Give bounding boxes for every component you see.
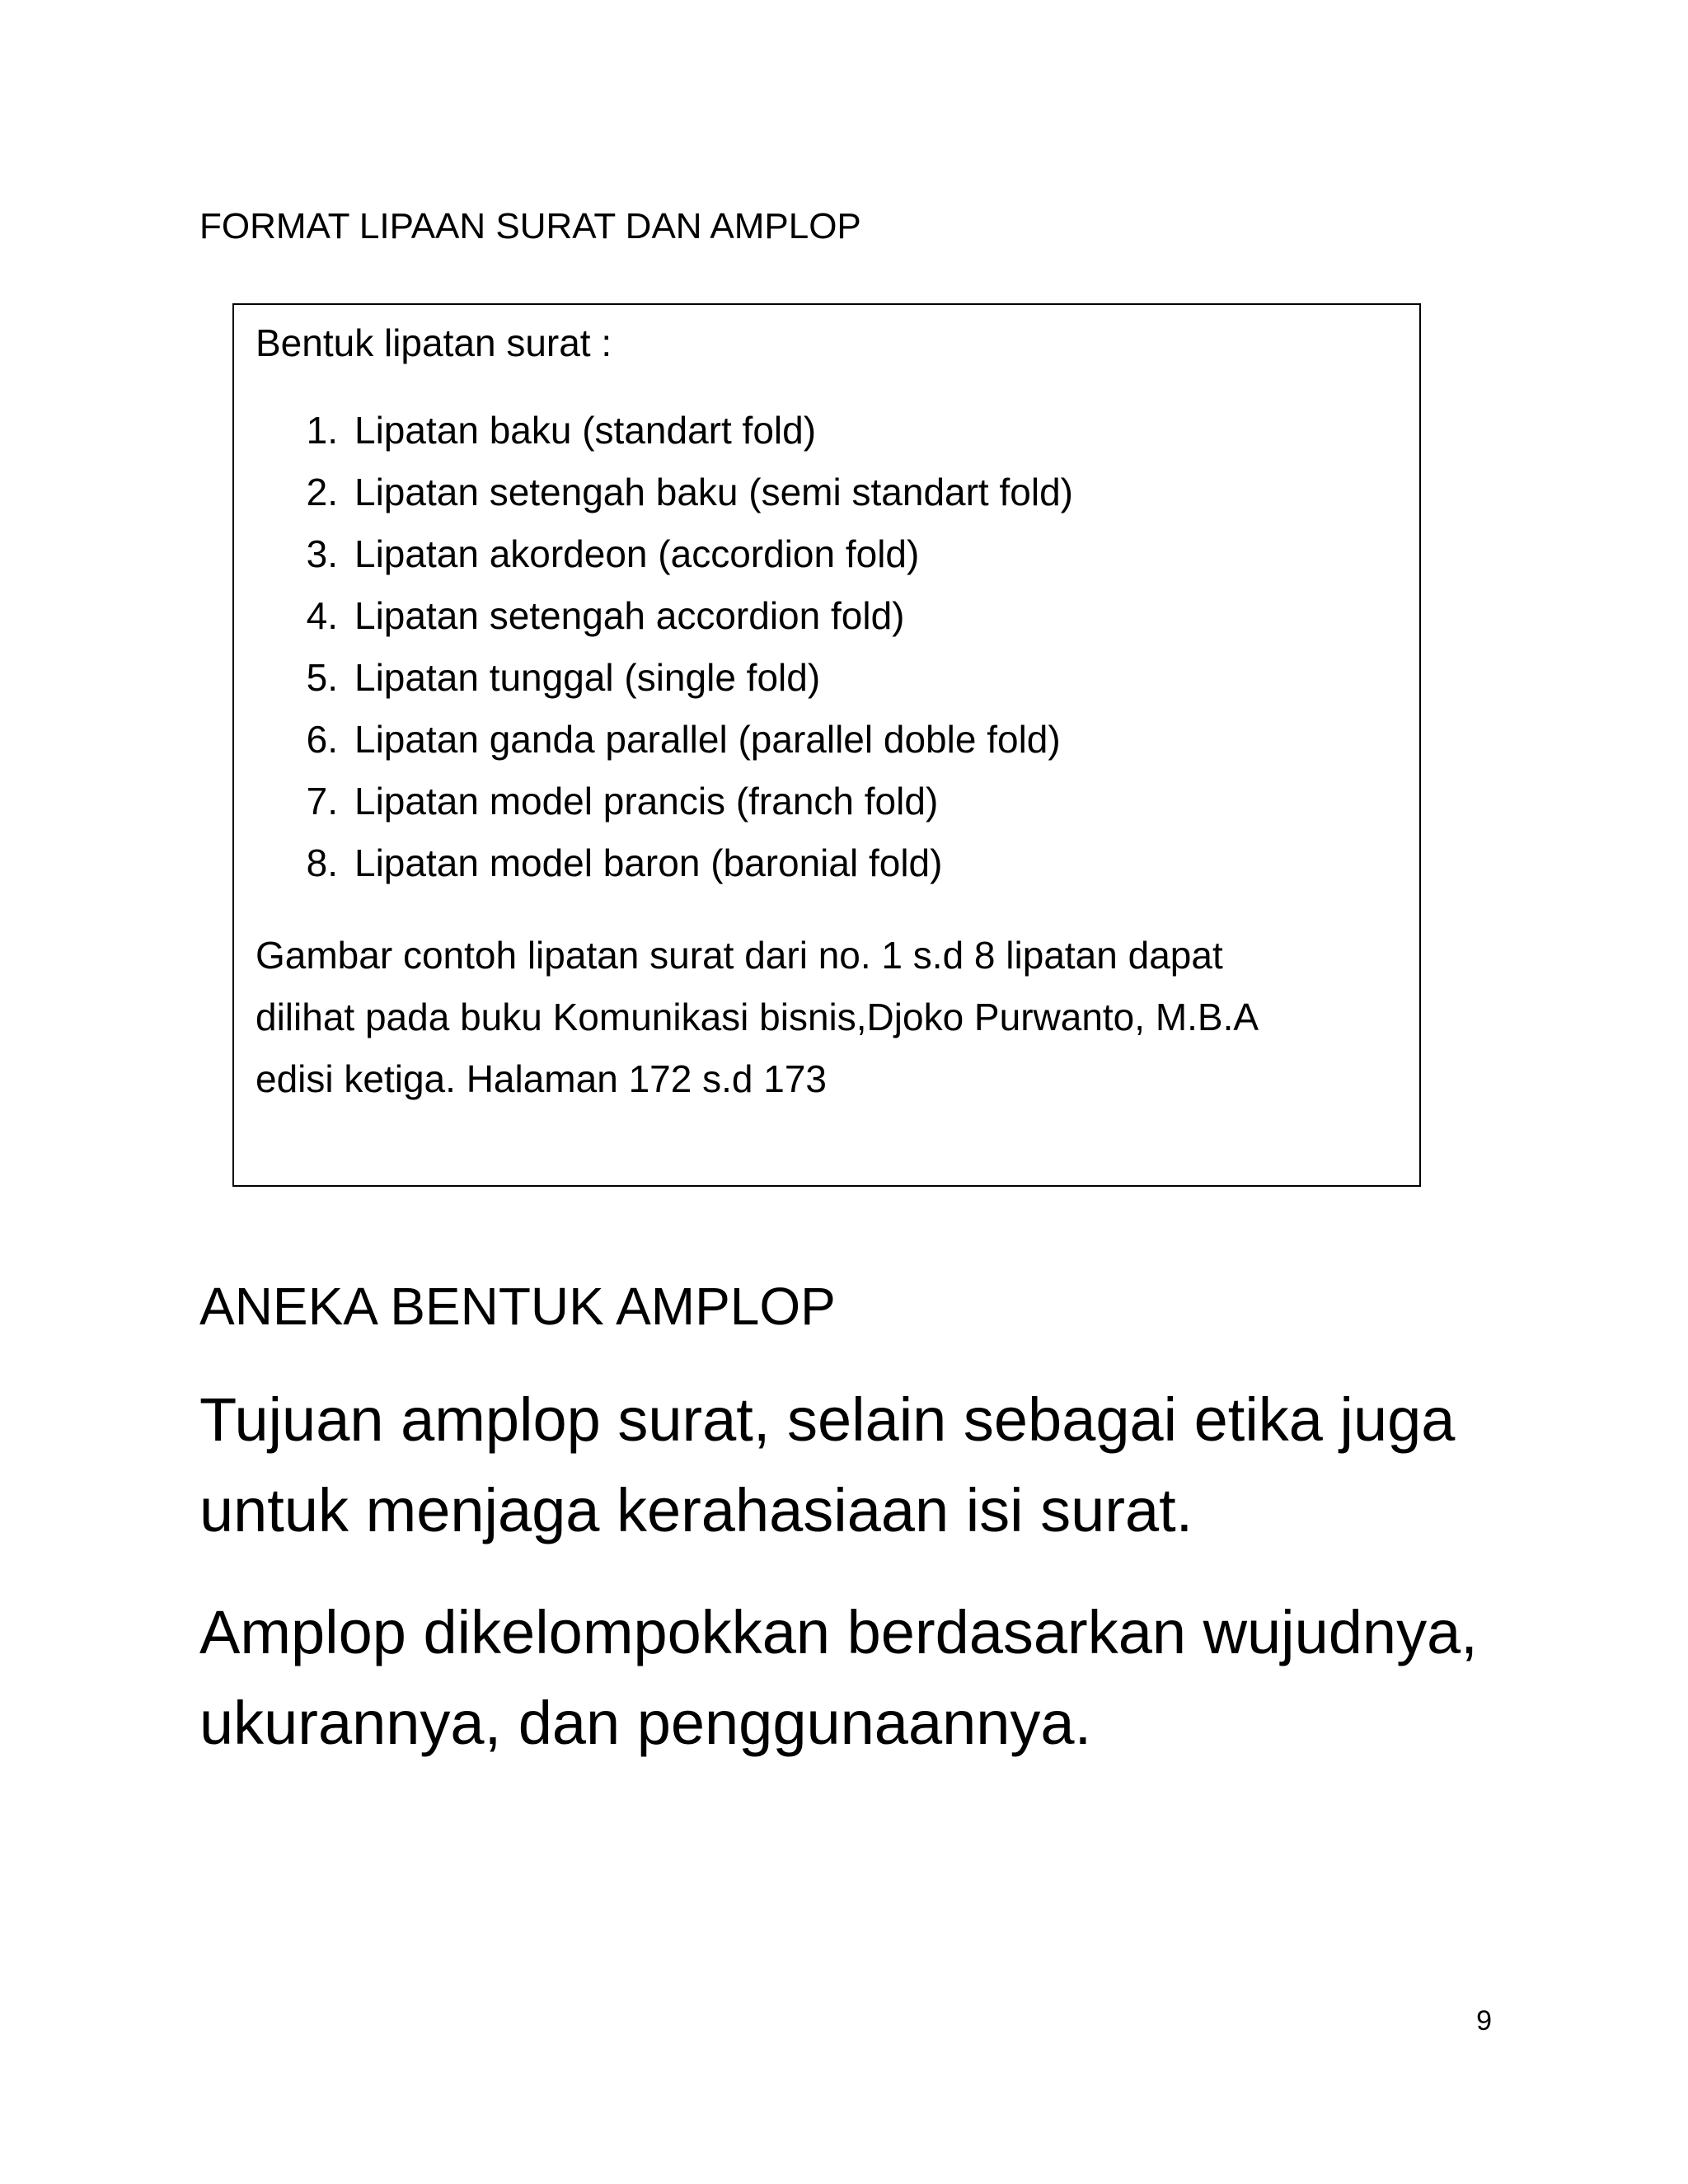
list-item-number: 6. xyxy=(306,718,338,761)
list-item xyxy=(256,653,1393,715)
list-item-label: Lipatan setengah accordion fold) xyxy=(354,594,905,637)
list-item xyxy=(256,529,1393,591)
list-item-number: 3. xyxy=(306,532,338,575)
list-item-number: 5. xyxy=(306,656,338,699)
envelope-purpose-paragraph xyxy=(199,1375,1518,1556)
box-heading: Bentuk lipatan surat : xyxy=(256,321,612,364)
paragraph-line: Tujuan amplop surat, selain sebagai etika juga xyxy=(199,1385,1456,1454)
list-item-label: Lipatan model prancis (franch fold) xyxy=(354,780,939,823)
list-item-label: Lipatan baku (standart fold) xyxy=(354,409,817,452)
list-item xyxy=(256,405,1393,467)
list-item-label: Lipatan model baron (baronial fold) xyxy=(354,841,943,884)
envelope-heading: ANEKA BENTUK AMPLOP xyxy=(199,1277,836,1336)
list-item-number: 1. xyxy=(306,409,338,452)
envelope-grouping-paragraph xyxy=(199,1587,1518,1769)
list-item-label: Lipatan tunggal (single fold) xyxy=(354,656,821,699)
list-item-label: Lipatan akordeon (accordion fold) xyxy=(354,532,920,575)
page-number: 9 xyxy=(1476,2005,1492,2036)
paragraph-line: Amplop dikelompokkan berdasarkan wujudnya, xyxy=(199,1598,1478,1666)
list-item-number: 7. xyxy=(306,780,338,823)
list-item-label: Lipatan ganda parallel (parallel doble fold) xyxy=(354,718,1061,761)
list-item xyxy=(256,591,1393,653)
list-item xyxy=(256,467,1393,529)
list-item-number: 2. xyxy=(306,471,338,513)
list-item xyxy=(256,776,1393,838)
list-item-number: 4. xyxy=(306,594,338,637)
note-line: dilihat pada buku Komunikasi bisnis,Djoko Purwanto, M.B.A xyxy=(256,996,1259,1038)
list-item-label: Lipatan setengah baku (semi standart fold) xyxy=(354,471,1073,513)
note-line: Gambar contoh lipatan surat dari no. 1 s.d 8 lipatan dapat xyxy=(256,934,1223,977)
reference-note xyxy=(256,925,1393,1110)
paragraph-line: ukurannya, dan penggunaannya. xyxy=(199,1689,1092,1757)
fold-types-list xyxy=(256,405,1393,900)
list-item-number: 8. xyxy=(306,841,338,884)
list-item xyxy=(256,715,1393,776)
list-item xyxy=(256,838,1393,900)
note-line: edisi ketiga. Halaman 172 s.d 173 xyxy=(256,1057,827,1100)
paragraph-line: untuk menjaga kerahasiaan isi surat. xyxy=(199,1476,1193,1544)
section-title: FORMAT LIPAAN SURAT DAN AMPLOP xyxy=(199,206,861,246)
fold-types-box xyxy=(232,303,1421,1187)
